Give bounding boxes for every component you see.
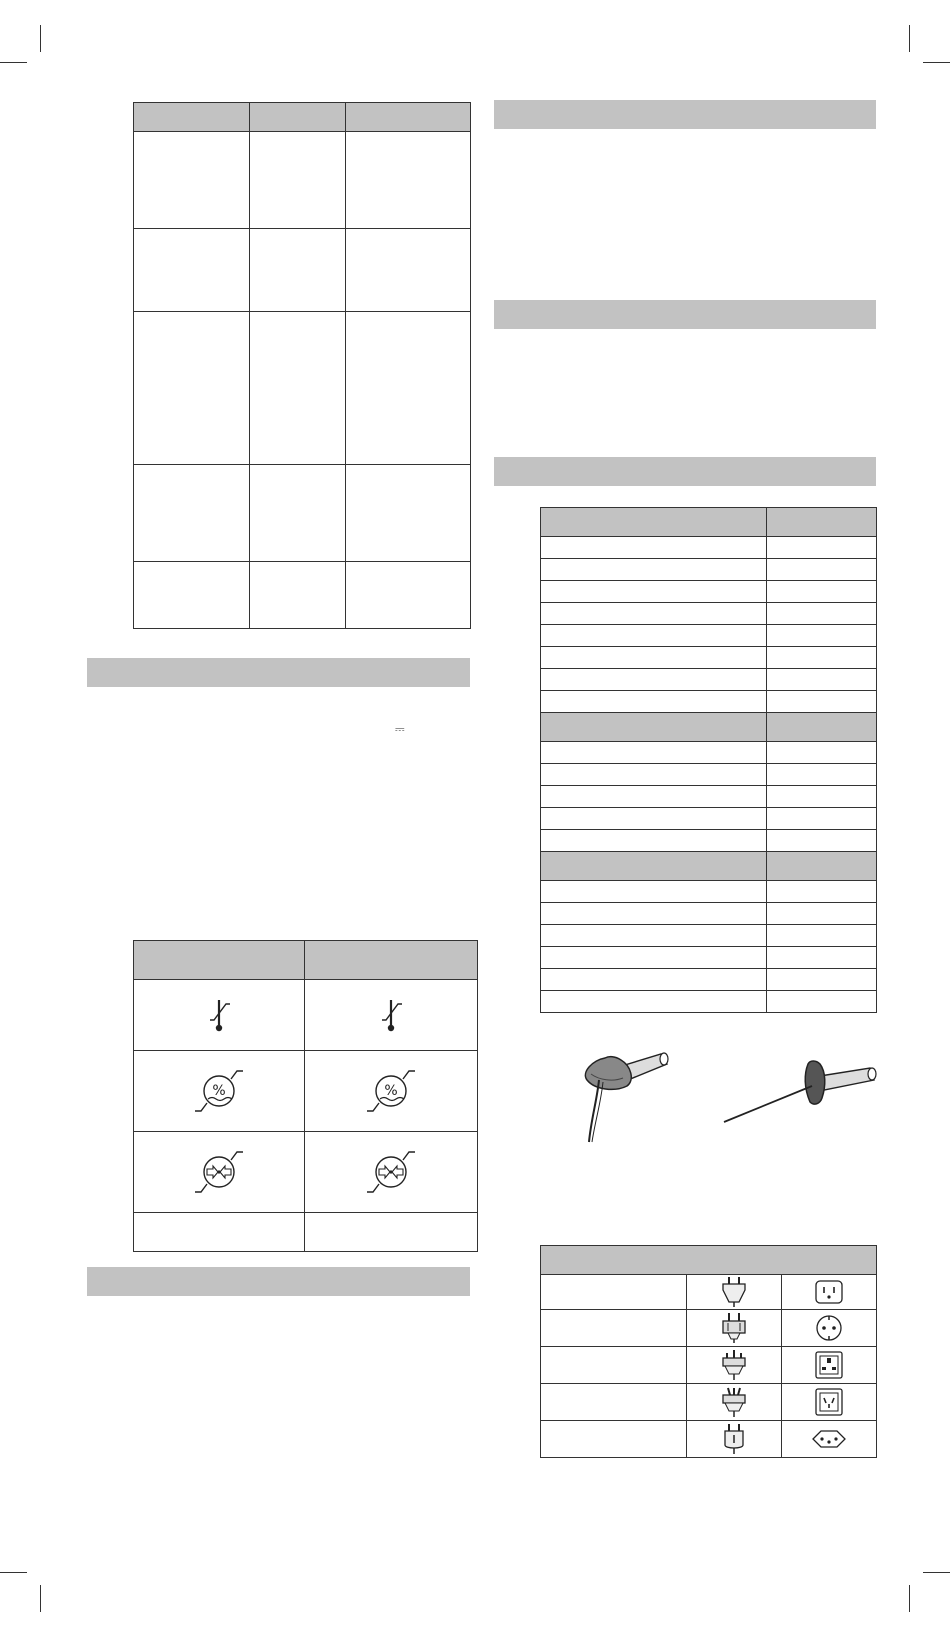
table-row (541, 647, 877, 669)
table-row (541, 1347, 877, 1384)
section-heading-bar (494, 300, 876, 329)
table-row (541, 991, 877, 1013)
crop-mark-bottom-right-h (923, 1572, 950, 1573)
table-row (134, 1213, 478, 1252)
plug-type-a-icon (687, 1276, 781, 1308)
table-row (134, 312, 471, 465)
pressure-limit-icon (134, 1132, 304, 1212)
section-heading-bar (87, 1267, 470, 1296)
svg-text:%: % (212, 1083, 226, 1099)
table-row (541, 1421, 877, 1458)
table-row (134, 562, 471, 629)
plug-type-g-icon (687, 1349, 781, 1381)
table-row (541, 742, 877, 764)
table-row (541, 1275, 877, 1310)
table-row (541, 969, 877, 991)
table-row (134, 229, 471, 312)
socket-type-j-icon (782, 1428, 876, 1450)
crop-mark-bottom-right-v (909, 1585, 910, 1612)
thermometer-limit-icon (305, 990, 477, 1040)
socket-type-a-icon (782, 1279, 876, 1305)
crop-mark-bottom-left-v (40, 1585, 41, 1612)
socket-type-i-icon (782, 1387, 876, 1417)
plug-type-f-icon (687, 1312, 781, 1344)
table-subheader-row (541, 852, 877, 881)
plug-type-i-icon (687, 1386, 781, 1418)
table-row (541, 581, 877, 603)
table-row (541, 830, 877, 852)
socket-type-f-icon (782, 1313, 876, 1343)
crop-mark-bottom-left-h (0, 1572, 27, 1573)
table-row (541, 881, 877, 903)
table-header-row (134, 941, 478, 980)
table-row (541, 625, 877, 647)
table-row (541, 559, 877, 581)
humidity-limit-icon (134, 1051, 304, 1131)
table-header-row (541, 508, 877, 537)
crop-mark-top-left-v (40, 25, 41, 52)
plug-type-table (540, 1245, 877, 1458)
table-row (134, 1051, 478, 1132)
table-row (541, 1384, 877, 1421)
table-row (541, 786, 877, 808)
table-row (541, 1310, 877, 1347)
crop-mark-top-right-v (909, 25, 910, 52)
section-heading-bar (494, 100, 876, 129)
environment-table (133, 940, 478, 1252)
thermometer-limit-icon (134, 980, 304, 1050)
table-subheader-row (541, 713, 877, 742)
crop-mark-top-left-h (0, 62, 27, 63)
socket-type-g-icon (782, 1350, 876, 1380)
straight-probe-illustration (720, 1060, 880, 1125)
table-row (541, 808, 877, 830)
table-row (134, 980, 478, 1051)
table-row (541, 903, 877, 925)
humidity-limit-icon (305, 1061, 477, 1121)
spec-table-left (133, 102, 471, 629)
table-row (541, 537, 877, 559)
table-header-row (541, 1246, 877, 1275)
crop-mark-top-right-h (923, 62, 950, 63)
table-row (541, 947, 877, 969)
dc-symbol: ⎓ (395, 722, 404, 736)
table-row (134, 132, 471, 229)
svg-text:%: % (384, 1083, 398, 1099)
pressure-limit-icon (305, 1142, 477, 1202)
table-row (541, 925, 877, 947)
table-row (541, 691, 877, 713)
table-row (134, 1132, 478, 1213)
table-row (541, 764, 877, 786)
table-header-row (134, 103, 471, 132)
curved-probe-illustration (575, 1050, 675, 1145)
parts-table (540, 507, 877, 1013)
table-row (541, 603, 877, 625)
plug-type-j-icon (687, 1423, 781, 1455)
section-heading-bar (494, 457, 876, 486)
section-heading-bar (87, 658, 470, 687)
table-row (541, 669, 877, 691)
table-row (134, 465, 471, 562)
